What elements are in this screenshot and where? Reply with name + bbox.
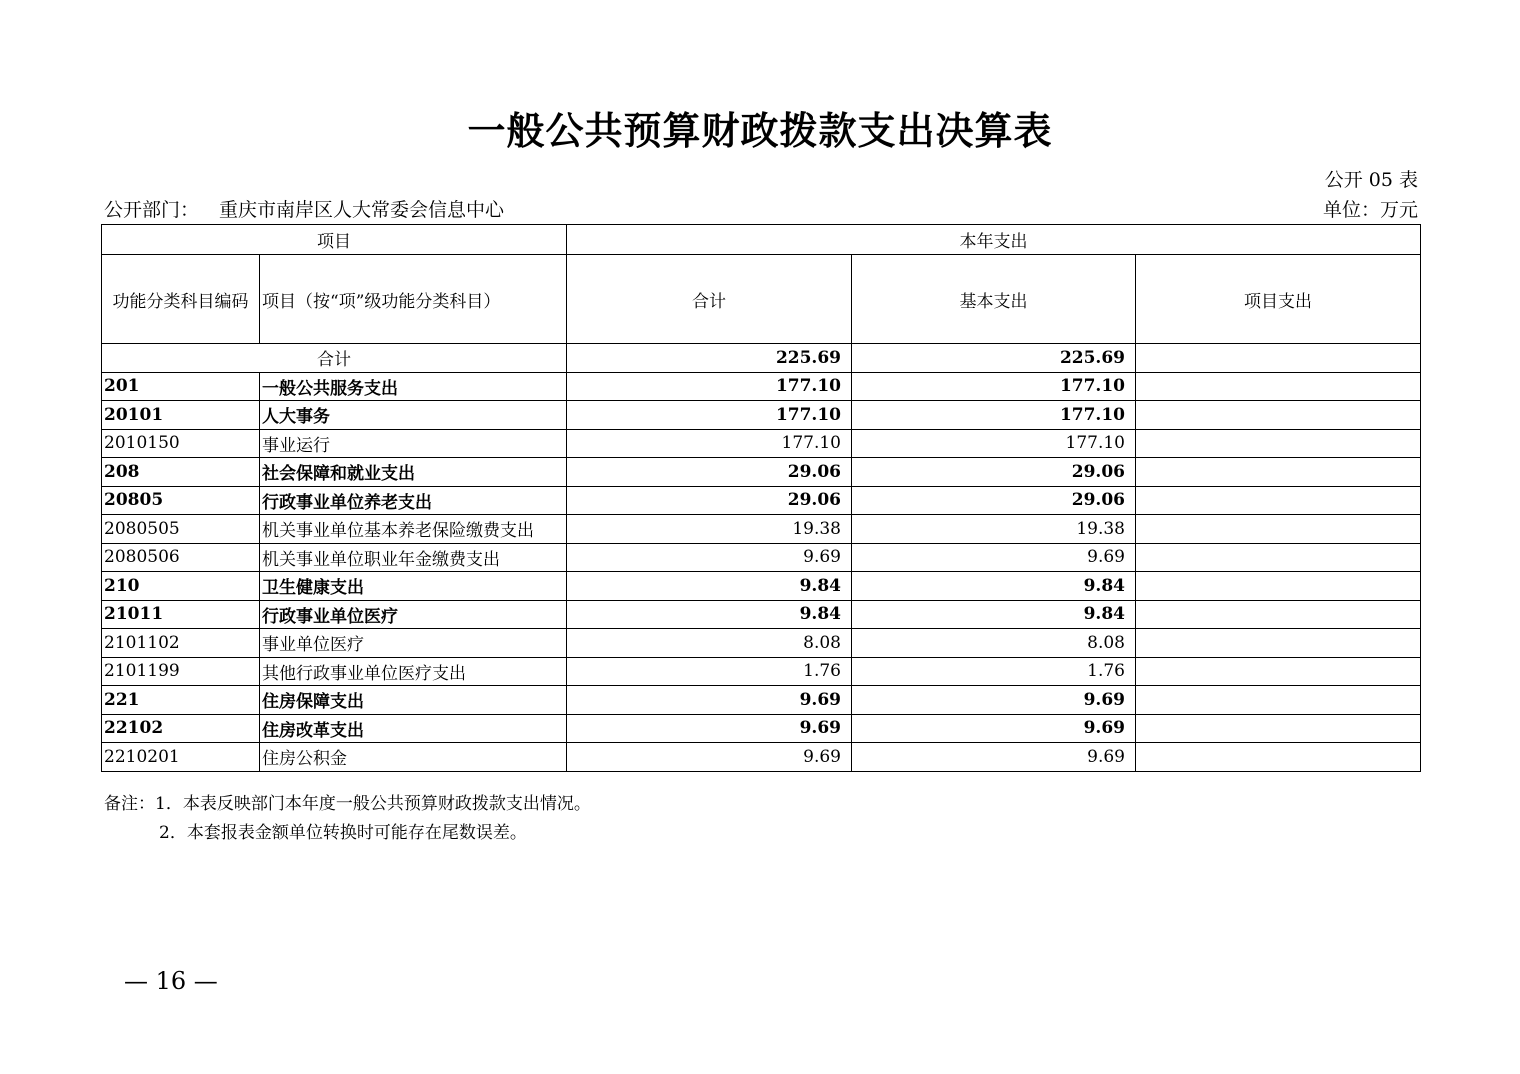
row-project [1136,657,1421,686]
row-basic: 9.84 [852,572,1136,601]
table-row [102,486,1421,515]
row-name: 社会保障和就业支出 [260,458,567,487]
row-total: 9.69 [567,686,852,715]
note-2: 2．本套报表金额单位转换时可能存在尾数误差。 [159,823,527,843]
row-project [1136,372,1421,401]
row-project [1136,486,1421,515]
header-item-name: 项目（按“项”级功能分类科目） [260,255,567,344]
row-project [1136,515,1421,544]
table-row [102,600,1421,629]
row-code: 2210201 [102,743,260,772]
row-project [1136,458,1421,487]
row-total: 1.76 [567,657,852,686]
table-row [102,429,1421,458]
table-row [102,458,1421,487]
row-project [1136,743,1421,772]
row-total: 29.06 [567,486,852,515]
row-total: 8.08 [567,629,852,658]
row-code: 20805 [102,486,260,515]
page-number: — 16 — [124,967,218,995]
table-row [102,372,1421,401]
row-total: 9.84 [567,572,852,601]
table-row [102,629,1421,658]
row-code: 201 [102,372,260,401]
row-total: 177.10 [567,372,852,401]
page-title: 一般公共预算财政拨款支出决算表 [467,108,1053,153]
department-line [104,198,504,222]
row-name: 行政事业单位医疗 [260,600,567,629]
row-basic: 177.10 [852,372,1136,401]
table-row [102,714,1421,743]
header-code: 功能分类科目编码 [102,255,260,344]
row-basic: 177.10 [852,401,1136,430]
row-basic: 9.84 [852,600,1136,629]
row-basic: 9.69 [852,743,1136,772]
row-basic: 29.06 [852,486,1136,515]
row-code: 2080505 [102,515,260,544]
table-row [102,401,1421,430]
table-row [102,657,1421,686]
row-project [1136,714,1421,743]
header-total: 合计 [567,255,852,344]
notes [104,790,591,848]
table-row [102,515,1421,544]
row-project [1136,429,1421,458]
row-total: 29.06 [567,458,852,487]
row-total: 9.84 [567,600,852,629]
row-project [1136,401,1421,430]
row-code: 21011 [102,600,260,629]
header-basic: 基本支出 [852,255,1136,344]
row-code: 22102 [102,714,260,743]
row-name: 人大事务 [260,401,567,430]
total-row-project [1136,344,1421,373]
row-code: 2101102 [102,629,260,658]
row-total: 9.69 [567,543,852,572]
row-code: 210 [102,572,260,601]
row-project [1136,629,1421,658]
row-basic: 177.10 [852,429,1136,458]
row-name: 卫生健康支出 [260,572,567,601]
row-total: 177.10 [567,401,852,430]
row-name: 住房公积金 [260,743,567,772]
row-name: 机关事业单位职业年金缴费支出 [260,543,567,572]
row-basic: 8.08 [852,629,1136,658]
row-code: 20101 [102,401,260,430]
row-code: 2101199 [102,657,260,686]
row-basic: 9.69 [852,714,1136,743]
row-name: 机关事业单位基本养老保险缴费支出 [260,515,567,544]
unit-label: 单位：万元 [1322,199,1418,221]
row-total: 19.38 [567,515,852,544]
table-row [102,686,1421,715]
total-row-label: 合计 [102,344,567,373]
row-name: 行政事业单位养老支出 [260,486,567,515]
row-code: 221 [102,686,260,715]
header-current-year-expense: 本年支出 [567,225,1421,255]
table-number: 公开 05 表 [1324,169,1418,191]
department-label: 公开部门： [104,199,200,221]
row-name: 一般公共服务支出 [260,372,567,401]
table-row [102,743,1421,772]
row-total: 177.10 [567,429,852,458]
row-basic: 9.69 [852,686,1136,715]
row-basic: 1.76 [852,657,1136,686]
department-name: 重庆市南岸区人大常委会信息中心 [219,199,505,221]
row-project [1136,600,1421,629]
row-project [1136,543,1421,572]
row-basic: 19.38 [852,515,1136,544]
header-row-2 [102,255,1421,344]
table-row [102,572,1421,601]
row-project [1136,686,1421,715]
total-row-basic: 225.69 [852,344,1136,373]
row-code: 2010150 [102,429,260,458]
row-total: 9.69 [567,743,852,772]
budget-table [101,224,1421,772]
row-code: 2080506 [102,543,260,572]
row-name: 住房保障支出 [260,686,567,715]
row-basic: 29.06 [852,458,1136,487]
total-row [102,344,1421,373]
note-1: 备注：1．本表反映部门本年度一般公共预算财政拨款支出情况。 [104,794,591,814]
header-row-1 [102,225,1421,255]
row-name: 事业单位医疗 [260,629,567,658]
row-name: 住房改革支出 [260,714,567,743]
header-project: 项目支出 [1136,255,1421,344]
header-item: 项目 [102,225,567,255]
row-basic: 9.69 [852,543,1136,572]
row-project [1136,572,1421,601]
row-name: 其他行政事业单位医疗支出 [260,657,567,686]
row-code: 208 [102,458,260,487]
row-name: 事业运行 [260,429,567,458]
total-row-total: 225.69 [567,344,852,373]
row-total: 9.69 [567,714,852,743]
table-row [102,543,1421,572]
